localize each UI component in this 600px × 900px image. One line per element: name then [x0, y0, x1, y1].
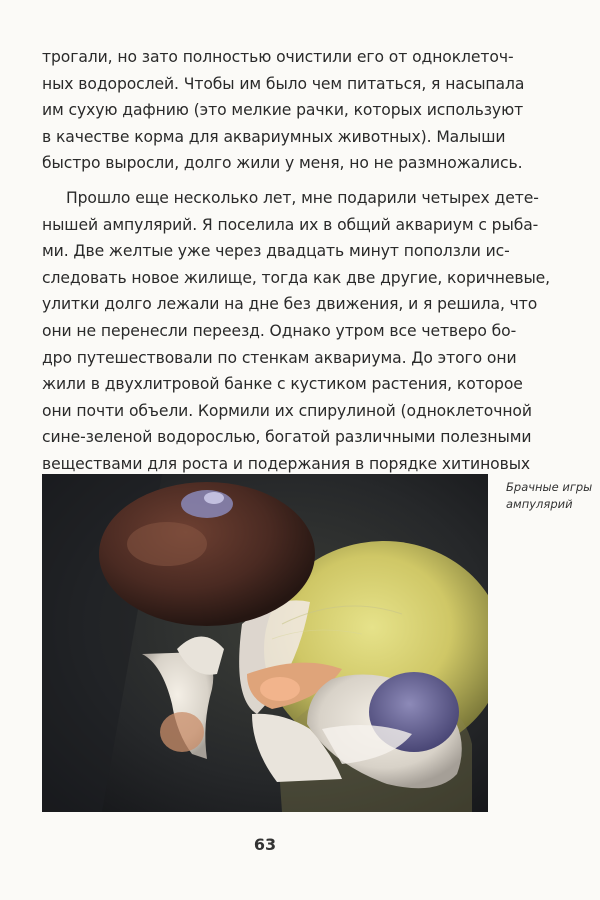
- paragraph-1: [42, 44, 525, 177]
- caption-line: ампулярий: [506, 497, 573, 511]
- text-line: они почти объели. Кормили их спирулиной (одноклеточной: [42, 401, 532, 420]
- text-line: Прошло еще несколько лет, мне подарили четырех детe-: [66, 188, 539, 207]
- text-line: нышей ампулярий. Я поселила их в общий аквариум с рыба-: [42, 215, 539, 234]
- photo-caption: [506, 479, 596, 513]
- text-line: веществами для роста и подержания в порядке хитиновых: [42, 454, 531, 473]
- caption-line: Брачные игры: [506, 480, 593, 494]
- text-line: сине-зеленой водорослью, богатой различными полезными: [42, 428, 532, 447]
- text-line: жили в двухлитровой банке с кустиком растения, которое: [42, 375, 523, 394]
- text-line: дро путешествовали по стенкам аквариума. До этого они: [42, 348, 517, 367]
- text-line: следовать новое жилище, тогда как две другие, коричневые,: [42, 268, 551, 287]
- text-line: в качестве корма для аквариумных животных). Малыши: [42, 127, 506, 146]
- page-number: 63: [253, 835, 277, 854]
- text-line: им сухую дафнию (это мелкие рачки, которых используют: [42, 101, 524, 120]
- text-line: они не перенесли переезд. Однако утром все четверо бо-: [42, 321, 517, 340]
- snail-photo: [42, 474, 488, 812]
- text-line: трогали, но зато полностью очистили его от одноклеточ-: [42, 48, 514, 66]
- text-line: ных водорослей. Чтобы им было чем питаться, я насыпала: [42, 74, 525, 93]
- text-line: ми. Две желтые уже через двадцать минут поползли ис-: [42, 242, 510, 261]
- text-line: улитки долго лежали на дне без движения, и я решила, что: [42, 295, 538, 314]
- text-line: быстро выросли, долго жили у меня, но не размножались.: [42, 154, 523, 173]
